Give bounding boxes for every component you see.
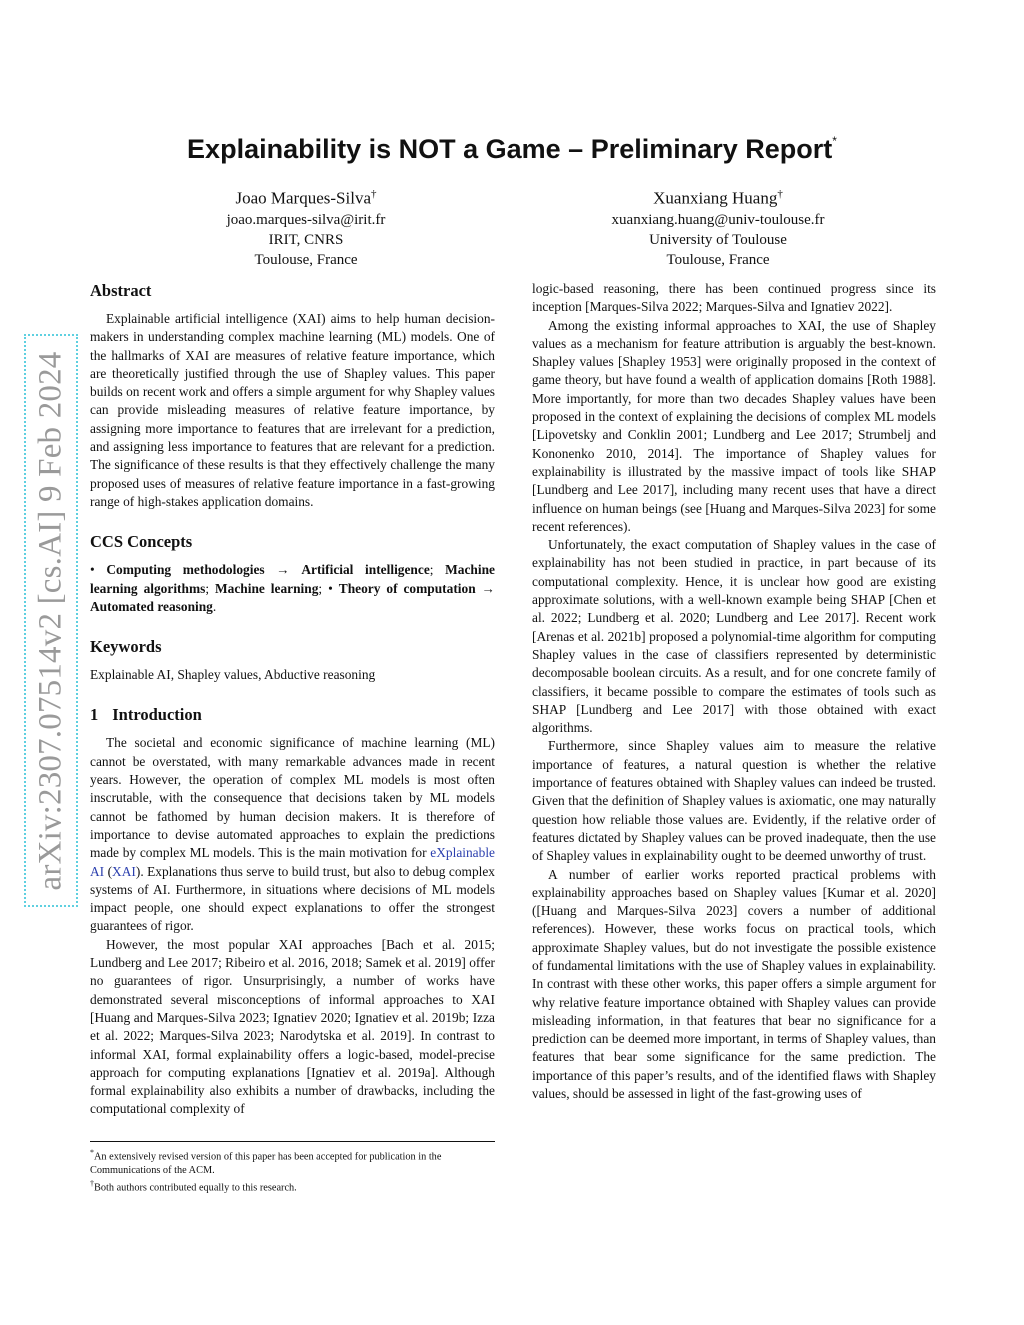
ccs-heading: CCS Concepts — [90, 532, 193, 552]
author-affiliation: University of Toulouse — [649, 231, 787, 248]
abstract-text: Explainable artificial intelligence (XAI) aims to help human decision-makers in understanding complex machine learning (ML) models. One of the hallmarks of XAI are measures of relative feature importance, which are theoretically justified through the use of Shapley values. This paper builds on recent work and offers a simple argument for why Shapley values can provide misleading measures of relative feature importance, by assigning more importance to features that are irrelevant for a prediction, and assigning less importance to features that are relevant for a prediction. The significance of these results is that they effectively challenge the many proposed uses of measures of relative feature importance in a fast-growing range of high-stakes application domains. — [90, 311, 495, 509]
title-footnote-marker: * — [832, 134, 837, 148]
intro-paragraph-continued: logic-based reasoning, there has been continued progress since its inception [Marques-Silva 2022; Marques-Silva and Ignatiev 2022]. — [532, 281, 936, 315]
intro-paragraph-1: The societal and economic significance of machine learning (ML) cannot be overstated, with many remarkable advances made in recent years. However, the operation of complex ML models is most often inscrutable, with the consequence that decisions taken by ML models cannot be fathomed by human decision makers. It is therefore of importance to devise automated approaches to explain the predictions made by complex ML models. This is the main motivation for eXplainable AI (XAI). Explanations thus serve to build trust, but also to debug complex systems of AI. Furthermore, in situations where decisions of ML models impact people, one should expect explanations to offer the strongest guarantees of rigor. — [90, 735, 495, 934]
left-column — [90, 280, 495, 1119]
author-email: joao.marques-silva@irit.fr — [226, 211, 386, 228]
arxiv-identifier-box — [28, 338, 74, 903]
xai-acronym-link[interactable]: XAI — [112, 863, 136, 879]
intro-paragraph-3: Among the existing informal approaches to XAI, the use of Shapley values as a mechanism for feature attribution is arguably the best-known. Shapley values [Shapley 1953] were originally proposed in the context of game theory, but have found a wealth of application domains [Roth 1988]. More importantly, for more than two decades Shapley values have been proposed in the context of explaining the decisions of complex ML models [Lipovetsky and Conklin 2001; Lundberg and Lee 2017; Strumbelj and Kononenko 2010, 2014]. The importance of Shapley values for explainability is illustrated by the massive impact of tools like SHAP [Lundberg and Lee 2017], including many recent uses that have a direct influence on human beings (see [Huang and Marques-Silva 2023] for some recent references). — [532, 317, 936, 534]
footnote-1: *An extensively revised version of this paper has been accepted for publication in the Communications of the ACM. — [90, 1148, 442, 1176]
intro-paragraph-6: A number of earlier works reported practical problems with explainability approaches based on Shapley values [Kumar et al. 2020] ([Huang and Marques-Silva 2023] covers a number of additional references). However, these works focus on practical tools, which approximate Shapley values, but do not investigate the possible existence of fundamental limitations with the use of Shapley values in explainability. In contrast with these other works, this paper offers a simple argument for why relative feature importance obtained with Shapley values can provide misleading information, in that features that bear no significance for a prediction can be deemed more important, in terms of Shapley values, than features that bear some significance for the same prediction. The importance of this paper’s results, and of the identified flaws with Shapley values, should be assessed in light of the fast-growing uses of — [532, 866, 936, 1102]
keywords-text: Explainable AI, Shapley values, Abductive reasoning — [90, 667, 376, 683]
author-affiliation: IRIT, CNRS — [268, 231, 344, 248]
paper-title — [0, 134, 1024, 165]
introduction-heading: 1 Introduction — [90, 705, 202, 725]
author-footnote-marker: † — [777, 188, 783, 200]
author-block-2 — [568, 183, 868, 270]
keywords-heading: Keywords — [90, 637, 162, 657]
arxiv-identifier: arXiv:2307.07514v2 [cs.AI] 9 Feb 2024 — [32, 351, 69, 890]
intro-paragraph-4: Unfortunately, the exact computation of Shapley values in the case of explainability has not been studied in practice, in part because of its computational complexity. Hence, it is unclear how good are existing approximate solutions, with a well-known example being SHAP [Chen et al. 2022; Lundberg et al. 2020; Lundberg and Lee 2017]. Recent work [Arenas et al. 2021b] proposed a polynomial-time algorithm for computing Shapley values in the case of classifiers represented by deterministic decomposable boolean circuits. As a result, and for one concrete family of classifiers, it became possible to compare the estimates of tools such as SHAP [Lundberg and Lee 2017] with those obtained with exact algorithms. — [532, 537, 936, 736]
footnote-2: †Both authors contributed equally to this research. — [90, 1179, 297, 1194]
ccs-concepts: • Computing methodologies → Artificial intelligence; Machine learning algorithms; Machine learning; • Theory of computation → Automated reasoning. — [90, 562, 496, 614]
footnotes — [90, 1141, 495, 1195]
author-location: Toulouse, France — [666, 251, 770, 268]
author-name: Joao Marques-Silva — [235, 188, 371, 208]
intro-paragraph-2: However, the most popular XAI approaches [Bach et al. 2015; Lundberg and Lee 2017; Ribeiro et al. 2016, 2018; Samek et al. 2019] offer no guarantees of rigor. Unsurprisingly, a number of works have demonstrated several misconceptions of informal approaches to XAI [Huang and Marques-Silva 2023; Ignatiev 2020; Ignatiev et al. 2019b; Izza et al. 2022; Marques-Silva 2023; Narodytska et al. 2019]. In contrast to informal XAI, formal explainability offers a logic-based, model-precise approach for computing explanations [Ignatiev et al. 2019a]. Although formal explainability also exhibits a number of drawbacks, including the computational complexity of — [90, 936, 495, 1117]
author-name: Xuanxiang Huang — [653, 188, 778, 208]
author-block-1 — [156, 183, 456, 270]
xai-link[interactable]: eXplainable AI — [90, 845, 495, 879]
author-location: Toulouse, France — [254, 251, 358, 268]
paper-title-text: Explainability is NOT a Game – Preliminary Report — [187, 134, 833, 164]
abstract-heading: Abstract — [90, 281, 152, 300]
right-column — [532, 280, 936, 1103]
author-footnote-marker: † — [371, 188, 377, 200]
author-email: xuanxiang.huang@univ-toulouse.fr — [611, 211, 825, 228]
intro-paragraph-5: Furthermore, since Shapley values aim to measure the relative importance of features, a natural question is whether the relative importance of features obtained with Shapley values can indeed be trusted. Given that the definition of Shapley values is axiomatic, one may naturally question how reliable those values are. Evidently, if the relative order of features dictated by Shapley values can be proved inadequate, then the use of Shapley values in explainability ought to be deemed unworthy of trust. — [532, 738, 936, 864]
